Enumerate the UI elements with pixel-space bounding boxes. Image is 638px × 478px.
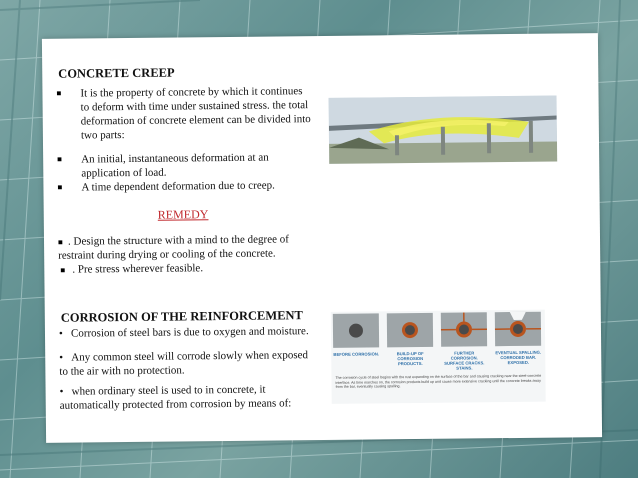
- creep-bullet-2: An initial, instantaneous deformation at an application of load.: [81, 151, 269, 180]
- stage-3-caption: FURTHER CORROSION. SURFACE CRACKS. STAINS.: [444, 350, 485, 371]
- corrosion-bullet-3: when ordinary steel is used to in concrete, it automatically protected from corrosion by means of:: [59, 383, 292, 412]
- stage-2-caption: BUILD-UP OF CORROSION PRODUCTS.: [396, 350, 424, 367]
- bullet-icon: ■: [60, 265, 66, 275]
- corrosion-stages-illustration: [331, 310, 545, 356]
- slide-card: [42, 33, 602, 443]
- diagram-description: The corrosion cycle of steel begins with the rust expanding on the surface of the bar and causing cracking near the steel-concrete interface. As time marches on, the corrosion products build up and cause more extensive cracking until the concrete breaks away from the bar, eventually causing spalling.: [335, 373, 542, 390]
- bullet-dot: •: [59, 385, 64, 398]
- creep-bullet-1: It is the property of concrete by which it continues to deform with time under sustained stress. the total deformation of concrete element can be divided into two parts:: [80, 85, 311, 142]
- creep-bullet-3: A time dependent deformation due to creep.: [81, 179, 275, 194]
- bullet-dot: •: [59, 351, 64, 364]
- remedy-heading: REMEDY: [157, 207, 209, 222]
- corrosion-bullet-2: Any common steel will corrode slowly when exposed to the air with no protection.: [59, 349, 309, 378]
- bullet-icon: ■: [57, 182, 63, 192]
- remedy-item-2: . Pre stress wherever feasible.: [72, 262, 204, 276]
- corrosion-diagram: [331, 310, 546, 404]
- remedy-item-1: . Design the structure with a mind to the degree of restraint during drying or cooling of the concrete.: [58, 233, 289, 262]
- corrosion-bullet-1: Corrosion of steel bars is due to oxygen and moisture.: [70, 325, 309, 340]
- stage-1-caption: BEFORE CORROSION.: [333, 351, 380, 357]
- bullet-icon: ■: [57, 154, 63, 164]
- bullet-dot: •: [58, 327, 63, 340]
- bullet-icon: ■: [57, 237, 63, 247]
- corrosion-title: CORROSION OF THE REINFORCEMENT: [60, 308, 303, 325]
- stage-4-caption: EVENTUAL SPALLING. CORRODED BAR. EXPOSED.: [495, 349, 542, 366]
- bridge-photo: [329, 96, 558, 164]
- bullet-icon: ■: [56, 88, 62, 98]
- concrete-creep-title: CONCRETE CREEP: [58, 65, 175, 81]
- bridge-illustration: [329, 96, 558, 164]
